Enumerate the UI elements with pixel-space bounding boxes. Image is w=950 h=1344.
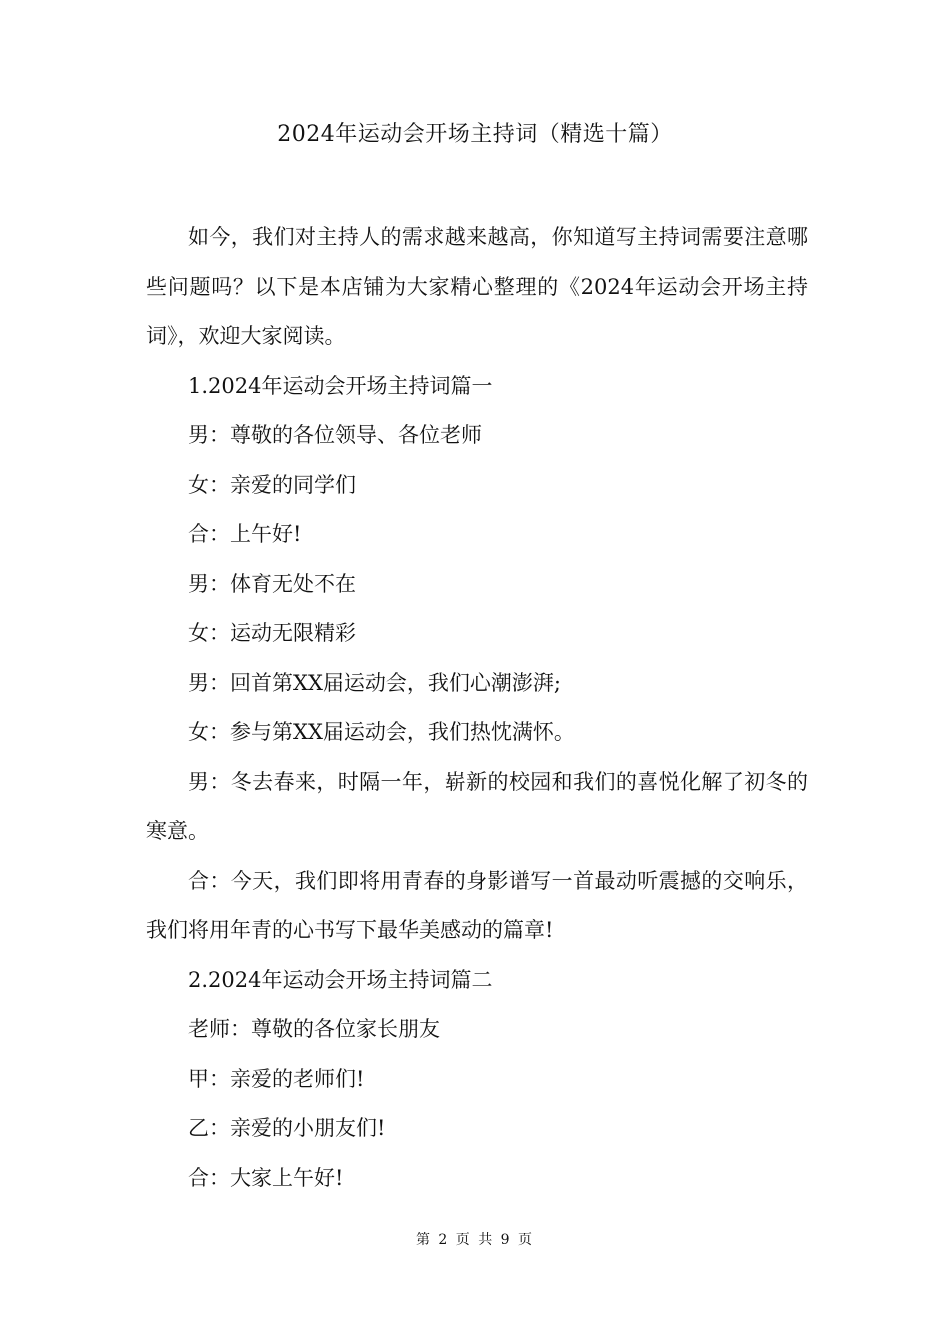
script-line: 女：运动无限精彩	[188, 621, 356, 645]
script-line: 男：冬去春来，时隔一年，崭新的校园和我们的喜悦化解了初冬的寒意。	[146, 769, 808, 843]
script-line: 女：参与第XX届运动会，我们热忱满怀。	[188, 720, 575, 744]
section-heading-1: 1.2024年运动会开场主持词篇一	[188, 373, 493, 398]
document-title: 2024年运动会开场主持词（精选十篇）	[277, 122, 673, 147]
script-line: 女：亲爱的同学们	[188, 472, 356, 497]
script-line: 男：回首第XX届运动会，我们心潮澎湃;	[188, 670, 561, 695]
script-line: 男：体育无处不在	[188, 571, 356, 596]
script-line: 乙：亲爱的小朋友们!	[188, 1116, 386, 1140]
section-heading-2: 2.2024年运动会开场主持词篇二	[188, 967, 493, 992]
script-line: 老师：尊敬的各位家长朋友	[188, 1017, 440, 1041]
script-line: 男：尊敬的各位领导、各位老师	[188, 423, 482, 447]
document-body	[146, 213, 808, 1203]
script-line: 合：大家上午好!	[188, 1165, 344, 1190]
script-line: 合：今天，我们即将用青春的身影谱写一首最动听震撼的交响乐，我们将用年青的心书写下最华美感动的篇章!	[146, 868, 808, 942]
page-footer: 第 2 页 共 9 页	[415, 1232, 535, 1248]
intro-paragraph: 如今，我们对主持人的需求越来越高，你知道写主持词需要注意哪些问题吗？以下是本店铺为大家精心整理的《2024年运动会开场主持词》，欢迎大家阅读。	[146, 225, 808, 348]
script-line: 合：上午好!	[188, 522, 302, 546]
script-line: 甲：亲爱的老师们!	[188, 1066, 365, 1091]
